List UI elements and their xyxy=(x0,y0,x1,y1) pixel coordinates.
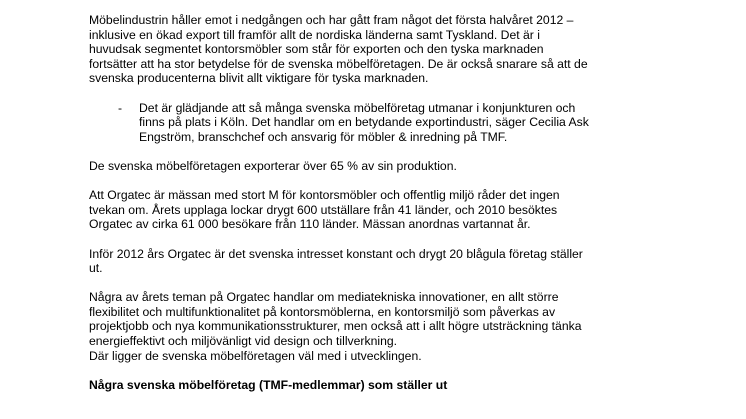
document-page xyxy=(89,13,689,392)
paragraph-swedish-interest: Inför 2012 års Orgatec är det svenska intresset konstant och drygt 20 blågula företag ställer ut. xyxy=(89,246,583,276)
bullet-dash: - xyxy=(118,100,123,115)
paragraph-orgatec: Att Orgatec är mässan med stort M för kontorsmöbler och offentlig miljö råder det ingen tvekan om. Årets upplaga lockar drygt 600 utställare från 41 länder, och 2010 besöktes Orgatec av cirka 61 000 besökare från 110 länder. Mässan anordnas vartannat år. xyxy=(89,188,560,232)
paragraph-conclusion: Där ligger de svenska möbelföretagen väl med i utvecklingen. xyxy=(89,348,422,363)
exhibitors-heading: Några svenska möbelföretag (TMF-medlemmar) som ställer ut xyxy=(89,377,448,392)
paragraph-themes: Några av årets teman på Orgatec handlar om mediatekniska innovationer, en allt större flexibilitet och multifunktionalitet på kontorsmöblerna, en kontorsmiljö som påverkas av projektjobb och nya kommunikationsstrukturer, men också att i allt högre utsträckning tänka energieffektivt och miljövänligt vid design och tillverkning. xyxy=(89,290,582,349)
paragraph-export: De svenska möbelföretagen exporterar över 65 % av sin produktion. xyxy=(89,158,457,173)
paragraph-intro: Möbelindustrin håller emot i nedgången och har gått fram något det första halvåret 2012 – inklusive en ökad export till framför allt de nordiska länderna samt Tyskland. Det är i huvudsak segmentet kontorsmöbler som står för exporten och den tyska marknaden fortsätter att ha stor betydelse för de svenska möbelföretagen. De är också snarare så att de svenska producenterna blivit allt viktigare för tyska marknaden. xyxy=(89,13,588,86)
quote-text: Det är glädjande att så många svenska möbelföretag utmanar i konjunkturen och finns på plats i Köln. Det handlar om en betydande exportindustri, säger Cecilia Ask Engström, branschchef och ansvarig för möbler & inredning på TMF. xyxy=(139,100,589,144)
quote-bullet xyxy=(118,101,689,145)
